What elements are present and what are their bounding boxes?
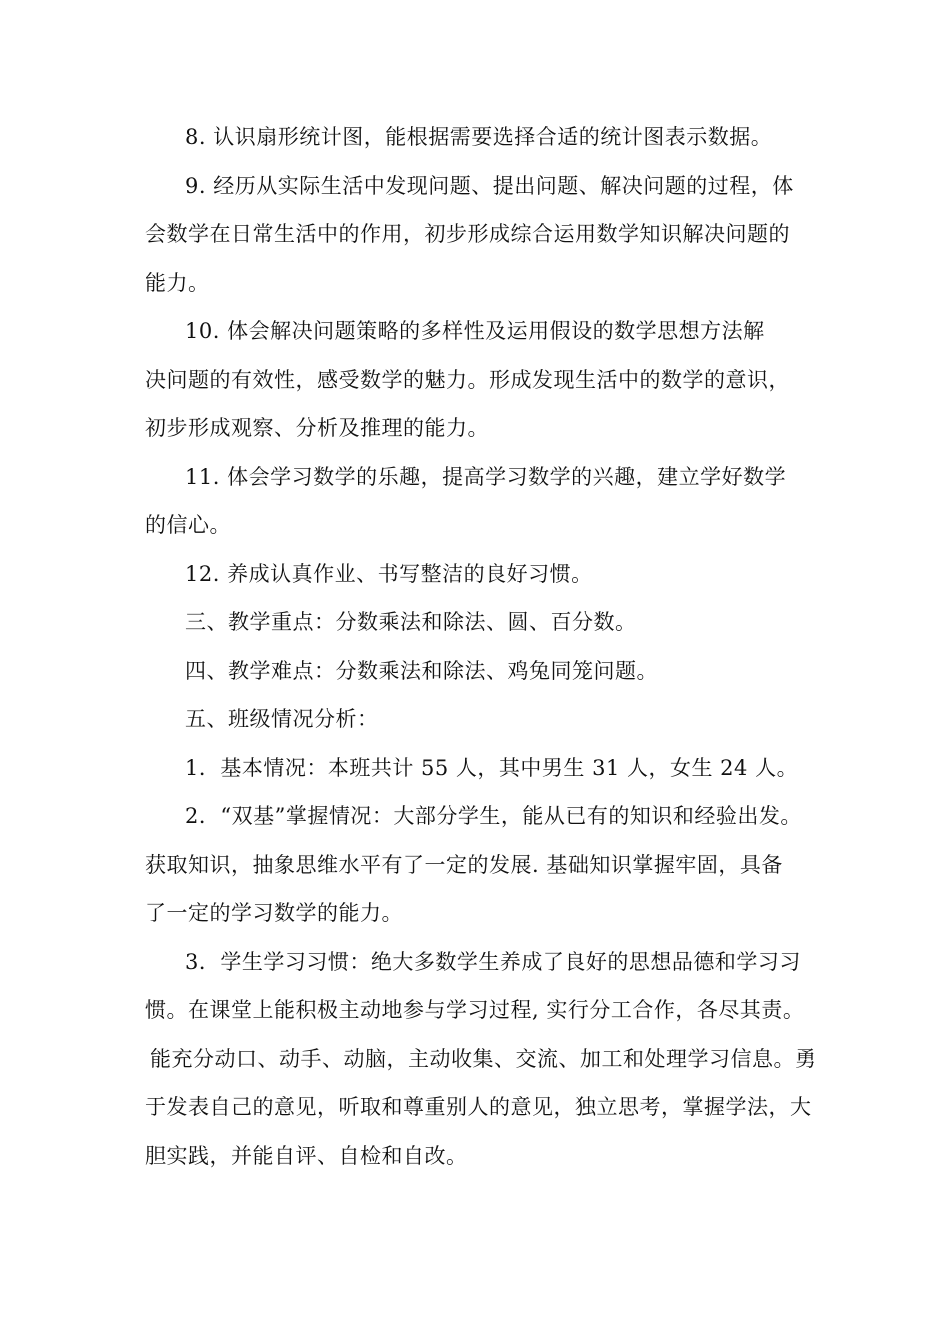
double-basics-line-3: 了一定的学习数学的能力。 [145, 901, 403, 925]
study-habits-line-2: 惯。在课堂上能积极主动地参与学习过程, 实行分工合作，各尽其责。 [145, 998, 805, 1022]
objective-10-line-1: 10. 体会解决问题策略的多样性及运用假设的数学思想方法解 [185, 319, 765, 343]
double-basics-line-1: 2．“双基”掌握情况：大部分学生，能从已有的知识和经验出发。 [185, 804, 802, 828]
study-habits-line-3: 能充分动口、动手、动脑，主动收集、交流、加工和处理学习信息。勇 [150, 1047, 817, 1071]
objective-9-line-3: 能力。 [145, 271, 210, 295]
objective-10-line-2: 决问题的有效性，感受数学的魅力。形成发现生活中的数学的意识， [145, 368, 790, 392]
study-habits-line-4: 于发表自己的意见，听取和尊重别人的意见，独立思考，掌握学法，大 [145, 1095, 812, 1119]
section-4-difficulties: 四、教学难点：分数乘法和除法、鸡兔同笼问题。 [185, 659, 658, 683]
objective-9-line-2: 会数学在日常生活中的作用，初步形成综合运用数学知识解决问题的 [145, 222, 790, 246]
section-5-heading: 五、班级情况分析： [185, 707, 379, 731]
section-3-key-points: 三、教学重点：分数乘法和除法、圆、百分数。 [185, 610, 637, 634]
class-basic-info: 1．基本情况：本班共计 55 人，其中男生 31 人，女生 24 人。 [185, 756, 799, 780]
objective-11-line-1: 11. 体会学习数学的乐趣，提高学习数学的兴趣，建立学好数学 [185, 465, 787, 489]
objective-8: 8. 认识扇形统计图，能根据需要选择合适的统计图表示数据。 [185, 125, 773, 149]
study-habits-line-5: 胆实践，并能自评、自检和自改。 [145, 1144, 468, 1168]
objective-9-line-1: 9. 经历从实际生活中发现问题、提出问题、解决问题的过程，体 [185, 174, 794, 198]
objective-12: 12. 养成认真作业、书写整洁的良好习惯。 [185, 562, 593, 586]
study-habits-line-1: 3．学生学习习惯：绝大多数学生养成了良好的思想品德和学习习 [185, 950, 801, 974]
objective-10-line-3: 初步形成观察、分析及推理的能力。 [145, 416, 489, 440]
objective-11-line-2: 的信心。 [145, 513, 231, 537]
double-basics-line-2: 获取知识，抽象思维水平有了一定的发展. 基础知识掌握牢固，具备 [145, 853, 783, 877]
